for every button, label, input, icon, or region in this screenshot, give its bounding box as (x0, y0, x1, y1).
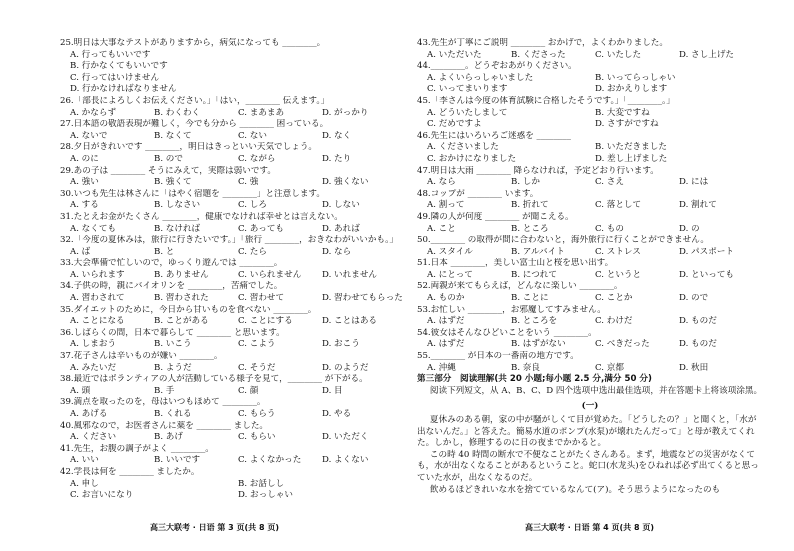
question-item (417, 281, 763, 304)
question-item (60, 212, 406, 235)
question-item (417, 166, 763, 189)
question-number: 32. (60, 235, 74, 246)
question-text: 先生，お腹の調子がよく ________。 (73, 443, 214, 454)
answer-option: D. おっしゃい (238, 490, 294, 501)
answer-option: A. はずだ (427, 316, 465, 327)
passage-paragraph: この時 40 時間の断水で不便なことがたくさんある。まず，地震などの災害がなくても，水が出なくなることがあるということ。蛇口(水龙头)をひねれば必ず出てくると思っていた水が，出なくなるのだ。 (417, 449, 759, 483)
question-stem (417, 96, 763, 108)
question-number: 34. (60, 281, 74, 292)
answer-option: C. そうだ (238, 362, 276, 373)
answer-option: D. 強くない (322, 177, 369, 188)
answer-option: D. いただく (322, 432, 369, 443)
question-text: 夕日がきれいです ________，明日はきっといい天気でしょう。 (73, 142, 318, 153)
answer-option: A. なくても (70, 223, 117, 234)
answer-option: A. 強い (70, 177, 99, 188)
answer-option: A. ものか (427, 293, 465, 304)
answer-option: D. なら (322, 246, 352, 257)
answer-option: C. 強 (238, 177, 259, 188)
answer-option: D. 習わせてもらった (322, 293, 403, 304)
answer-option: A. スタイル (427, 246, 473, 257)
question-text: 花子さんは辛いものが嫌い ________。 (73, 351, 223, 362)
answer-option: A. ないで (70, 130, 108, 141)
answer-option: C. たら (238, 246, 267, 257)
question-item (60, 444, 406, 467)
question-number: 45. (417, 95, 431, 106)
answer-option: C. よくなかった (238, 455, 302, 466)
left-column (60, 38, 406, 502)
answer-option: A. 沖縄 (427, 362, 456, 373)
answer-option: C. ことにする (238, 316, 293, 327)
answer-option: C. もらう (238, 409, 276, 419)
answer-option: D. さし上げた (679, 49, 735, 60)
answer-option: D. しない (322, 200, 360, 211)
question-stem (417, 189, 763, 201)
answer-option: C. お言いになり (70, 490, 134, 501)
question-text: 最近ではボランティアの人が活動している様子を見て，________ が下がる。 (73, 374, 368, 385)
passage-paragraph: 夏休みのある朝，家の中が騒がしくて目が覚めた。「どうしたの？」と聞くと，「水が出ないんだ。」と答えた。簡易水道のポンプ(水泵)が壊れたんだって」と母が教えてくれた。しかし，修理するのに日の夜までかかると。 (417, 415, 757, 449)
question-item (60, 258, 406, 281)
answer-option: D. 目 (322, 385, 343, 396)
answer-option: B. ので (154, 153, 183, 164)
answer-option: C. さえ (595, 177, 624, 188)
question-stem (60, 235, 406, 247)
question-stem (60, 351, 406, 363)
page-footer-right: 高三大联考 · 日语 第 4 页(共 8 页) (525, 523, 654, 532)
question-text: しばらくの間，日本で暮らして ________ と思います。 (73, 327, 285, 338)
answer-option: B. 強くて (154, 177, 192, 188)
question-number: 36. (60, 327, 74, 338)
answer-option: C. わけだ (595, 316, 633, 327)
answer-option: B. いこう (154, 339, 192, 350)
answer-option: B. いただきました (595, 142, 667, 153)
question-number: 46. (417, 130, 431, 141)
question-text: 両親が来てもらえば，どんなに楽しい ________。 (430, 281, 623, 292)
question-stem (417, 258, 763, 270)
question-number: 50. (417, 235, 431, 246)
question-item (60, 38, 406, 96)
question-stem (60, 189, 406, 201)
question-number: 37. (60, 351, 74, 362)
answer-option: A. 割って (427, 200, 465, 211)
answer-option: A. いられます (70, 269, 125, 280)
answer-option: B. 行かなくてもいいです (70, 61, 168, 72)
question-number: 38. (60, 374, 74, 385)
answer-option: C. ストレス (595, 246, 641, 257)
question-text: ________。どうぞおあがりください。 (430, 61, 577, 72)
answer-option: D. がっかり (322, 107, 369, 118)
question-text: ________ の取得が間に合わないと，海外旅行に行くことができません。 (430, 235, 709, 246)
question-item (417, 189, 763, 212)
question-item (60, 397, 406, 420)
answer-option: D. 差し上げました (595, 153, 668, 164)
answer-option: A. なら (427, 177, 456, 188)
question-number: 48. (417, 188, 431, 199)
question-stem (417, 61, 763, 73)
answer-option: D. ので (679, 293, 709, 304)
answer-option: C. だめですよ (427, 119, 482, 130)
answer-option: A. かならず (70, 107, 117, 118)
answer-option: A. ことになる (70, 316, 125, 327)
question-number: 40. (60, 420, 74, 431)
answer-option: B. ことがある (154, 316, 209, 327)
answer-option: B. 手 (154, 385, 175, 396)
question-item (417, 61, 763, 96)
passage-paragraph: 飲めるほどきれいな水を捨てているなんて(ア)。そう思うようになったのも (429, 484, 721, 495)
answer-option: B. しなさい (154, 200, 201, 211)
answer-option: C. べきだった (595, 339, 650, 350)
answer-option: D. 秋田 (679, 362, 709, 373)
answer-option: B. くださった (511, 49, 566, 60)
question-stem (60, 119, 406, 131)
answer-option: A. くださいました (427, 142, 499, 153)
passage-title: (一) (581, 401, 599, 412)
answer-option: A. ば (70, 246, 91, 257)
answer-option: A. 習わされて (70, 293, 125, 304)
answer-option: B. あげ (154, 432, 183, 443)
question-text: 子供の時，親にバイオリンを ________，苦痛でした。 (73, 281, 283, 292)
question-item (417, 305, 763, 328)
question-number: 39. (60, 397, 74, 408)
question-stem (417, 131, 763, 143)
answer-option: C. 習わせて (238, 293, 285, 304)
question-item (60, 305, 406, 328)
answer-option: D. には (679, 177, 709, 188)
question-number: 31. (60, 211, 74, 222)
question-number: 51. (417, 258, 431, 269)
answer-option: C. いってまいります (427, 84, 508, 95)
answer-option: D. ものだ (679, 316, 717, 327)
question-item (60, 189, 406, 212)
answer-option: D. なく (322, 130, 352, 141)
question-number: 30. (60, 188, 74, 199)
question-stem (60, 305, 406, 317)
answer-option: D. 割れて (679, 200, 717, 211)
answer-option: A. はずだ (427, 339, 465, 350)
answer-option: D. おこう (322, 339, 360, 350)
answer-option: B. 大変ですね (595, 107, 650, 118)
question-number: 29. (60, 165, 74, 176)
answer-option: A. あげる (70, 409, 108, 419)
answer-option: B. 奈良 (511, 362, 540, 373)
answer-option: C. こよう (238, 339, 276, 350)
question-number: 43. (417, 38, 431, 48)
answer-option: A. のに (70, 153, 99, 164)
question-text: 「李さんは今度の体育試験に合格したそうです。」「________。」 (430, 95, 675, 106)
question-stem (60, 281, 406, 293)
passage-body (417, 415, 763, 496)
question-item (417, 38, 763, 61)
question-number: 25. (60, 38, 74, 48)
question-number: 27. (60, 119, 74, 130)
answer-option: A. よくいらっしゃいました (427, 72, 534, 83)
question-item (417, 212, 763, 235)
answer-option: C. まあまあ (238, 107, 285, 118)
question-stem (60, 258, 406, 270)
question-text: コップが ________ います。 (430, 188, 539, 199)
answer-option: B. 折れて (511, 200, 549, 211)
question-number: 49. (417, 211, 431, 222)
answer-option: C. もらい (238, 432, 276, 443)
question-stem (60, 212, 406, 224)
question-stem (417, 351, 763, 363)
question-text: 「部長によろしくお伝えください。」「はい，________ 伝えます。」 (73, 95, 330, 106)
answer-option: C. ながら (238, 153, 276, 164)
answer-option: D. やる (322, 409, 352, 419)
answer-option: D. 行かなければなりません (70, 84, 177, 95)
question-stem (417, 281, 763, 293)
question-text: 満点を取ったのを，母はいつもほめて ________。 (73, 397, 266, 408)
answer-option: B. わくわく (154, 107, 201, 118)
answer-option: C. あっても (238, 223, 285, 234)
question-text: いつも先生は林さんに「はやく宿題を ________」と注意します。 (73, 188, 325, 199)
answer-option: B. につれて (511, 269, 557, 280)
question-text: 学長は何を ________ ましたか。 (73, 466, 200, 477)
answer-option: C. いたした (595, 49, 642, 60)
answer-option: A. しまおう (70, 339, 117, 350)
question-stem (417, 305, 763, 317)
answer-option: D. あれば (322, 223, 360, 234)
question-text: たとえお金がたくさん ________，健康でなければ幸せとは言えない。 (73, 211, 343, 222)
answer-option: D. よくない (322, 455, 369, 466)
question-stem (60, 467, 406, 479)
answer-option: D. のようだ (322, 362, 369, 373)
answer-option: C. 京都 (595, 362, 624, 373)
answer-option: B. いいです (154, 455, 201, 466)
answer-option: D. ものだ (679, 339, 717, 350)
answer-option: D. パスポート (679, 246, 735, 257)
answer-option: A. こと (427, 223, 456, 234)
question-number: 33. (60, 258, 74, 269)
answer-option: C. おかけになりました (427, 153, 517, 164)
answer-option: D. おかえりします (595, 84, 668, 95)
answer-option: A. にとって (427, 269, 473, 280)
answer-option: A. いただいた (427, 49, 482, 60)
question-item (60, 142, 406, 165)
question-number: 53. (417, 304, 431, 315)
question-text: 隣の人が何度 ________ が聞こえる。 (430, 211, 574, 222)
answer-option: B. くれる (154, 409, 192, 419)
answer-option: B. ありません (154, 269, 209, 280)
question-item (60, 281, 406, 304)
answer-option: C. ことか (595, 293, 633, 304)
answer-option: B. ようだ (154, 362, 192, 373)
question-stem (60, 166, 406, 178)
question-text: 日本 ________，美しい富士山と桜を思い出す。 (430, 258, 614, 269)
question-number: 28. (60, 142, 74, 153)
question-text: 明日は大事なテストがありますから，病気になっても ________。 (73, 38, 326, 48)
question-stem (417, 212, 763, 224)
section-heading: 第三部分 阅读理解(共 20 小题;每小题 2.5 分,满分 50 分) (417, 374, 652, 385)
question-text: ダイエットのために，今日から甘いものを食べない ________。 (73, 304, 317, 315)
answer-option: C. いられません (238, 269, 302, 280)
question-item (417, 351, 763, 374)
question-stem (417, 38, 763, 50)
answer-option: D. ことはある (322, 316, 378, 327)
question-stem (60, 397, 406, 409)
answer-option: B. はずがない (511, 339, 566, 350)
answer-option: C. しろ (238, 200, 267, 211)
question-number: 47. (417, 165, 431, 176)
question-number: 52. (417, 281, 431, 292)
answer-option: A. いい (70, 455, 99, 466)
question-item (60, 96, 406, 119)
question-text: 日本語の敬語表現が難しく，今でも分から ________ 困っている。 (73, 119, 329, 130)
answer-option: B. と (154, 246, 175, 257)
answer-option: D. の (679, 223, 700, 234)
answer-option: B. ことに (511, 293, 549, 304)
answer-option: C. もの (595, 223, 624, 234)
section-instruction: 阅读下列短文，从 A、B、C、D 四个选项中选出最佳选项，并在答题卡上将该项涂黑。 (429, 385, 763, 396)
answer-option: B. しか (511, 177, 540, 188)
question-text: 大会準備で忙しいので，ゆっくり遊んでは ________。 (73, 258, 283, 269)
answer-option: C. というと (595, 269, 642, 280)
question-text: 風邪なので，お医者さんに薬を ________ ました。 (73, 420, 269, 431)
answer-option: A. 頭 (70, 385, 91, 396)
question-item (60, 467, 406, 502)
answer-option: D. いれません (322, 269, 378, 280)
right-column (417, 38, 763, 496)
question-item (60, 374, 406, 397)
question-item (417, 131, 763, 166)
answer-option: B. アルバイト (511, 246, 565, 257)
question-text: お忙しい ________，お邪魔してすみません。 (430, 304, 606, 315)
question-number: 26. (60, 95, 74, 106)
answer-option: A. どういたしまして (427, 107, 508, 118)
question-number: 42. (60, 466, 74, 477)
answer-option: B. なくて (154, 130, 192, 141)
question-text: 彼女はそんなひどいことをいう ________。 (430, 327, 597, 338)
answer-option: A. 行ってもいいです (70, 49, 151, 60)
question-text: ________ が日本の一番南の地方です。 (430, 351, 579, 362)
question-stem (60, 374, 406, 386)
question-stem (417, 235, 763, 247)
question-number: 35. (60, 304, 74, 315)
question-number: 41. (60, 443, 74, 454)
question-stem (60, 38, 406, 50)
answer-option: A. 申し (70, 478, 99, 489)
question-stem (60, 96, 406, 108)
question-item (417, 96, 763, 131)
question-item (417, 258, 763, 281)
question-text: 「今度の夏休みは，旅行に行きたいです。」「旅行 ________，おきなわがいいかも。」 (73, 235, 398, 246)
question-item (417, 328, 763, 351)
answer-option: B. いってらっしゃい (595, 72, 676, 83)
question-text: 明日は大雨 ________ 降らなければ，予定どおり行います。 (430, 165, 659, 176)
question-item (417, 235, 763, 258)
question-item (60, 421, 406, 444)
answer-option: B. ところ (511, 223, 549, 234)
question-stem (60, 421, 406, 433)
answer-option: D. たり (322, 153, 352, 164)
question-stem (417, 166, 763, 178)
question-stem (60, 142, 406, 154)
question-item (60, 328, 406, 351)
answer-option: C. 落として (595, 200, 642, 211)
question-item (60, 351, 406, 374)
question-number: 54. (417, 327, 431, 338)
question-item (60, 166, 406, 189)
question-number: 55. (417, 351, 431, 362)
answer-option: B. 習わされた (154, 293, 209, 304)
right-questions (417, 38, 763, 374)
answer-option: B. ところを (511, 316, 558, 327)
answer-option: C. ない (238, 130, 267, 141)
question-stem (60, 328, 406, 340)
question-item (60, 235, 406, 258)
question-text: 先生が丁寧にご説明 ________ おかげで，よくわかりました。 (430, 38, 668, 48)
answer-option: C. 顔 (238, 385, 259, 396)
answer-option: A. ください (70, 432, 117, 443)
question-stem (417, 328, 763, 340)
question-item (60, 119, 406, 142)
answer-option: B. お話しし (238, 478, 285, 489)
answer-option: D. といっても (679, 269, 735, 280)
page-footer-left: 高三大联考 · 日语 第 3 页(共 8 页) (150, 523, 279, 532)
answer-option: A. する (70, 200, 99, 211)
question-number: 44. (417, 61, 431, 72)
answer-option: C. 行ってはいけません (70, 72, 160, 83)
answer-option: D. さすがですね (595, 119, 659, 130)
question-stem (60, 444, 406, 456)
question-text: あの子は ________ そうにみえて，実際は弱いです。 (73, 165, 276, 176)
answer-option: B. なければ (154, 223, 201, 234)
question-text: 先生にはいろいろご迷惑を ________ (430, 130, 571, 141)
answer-option: A. みたいだ (70, 362, 117, 373)
